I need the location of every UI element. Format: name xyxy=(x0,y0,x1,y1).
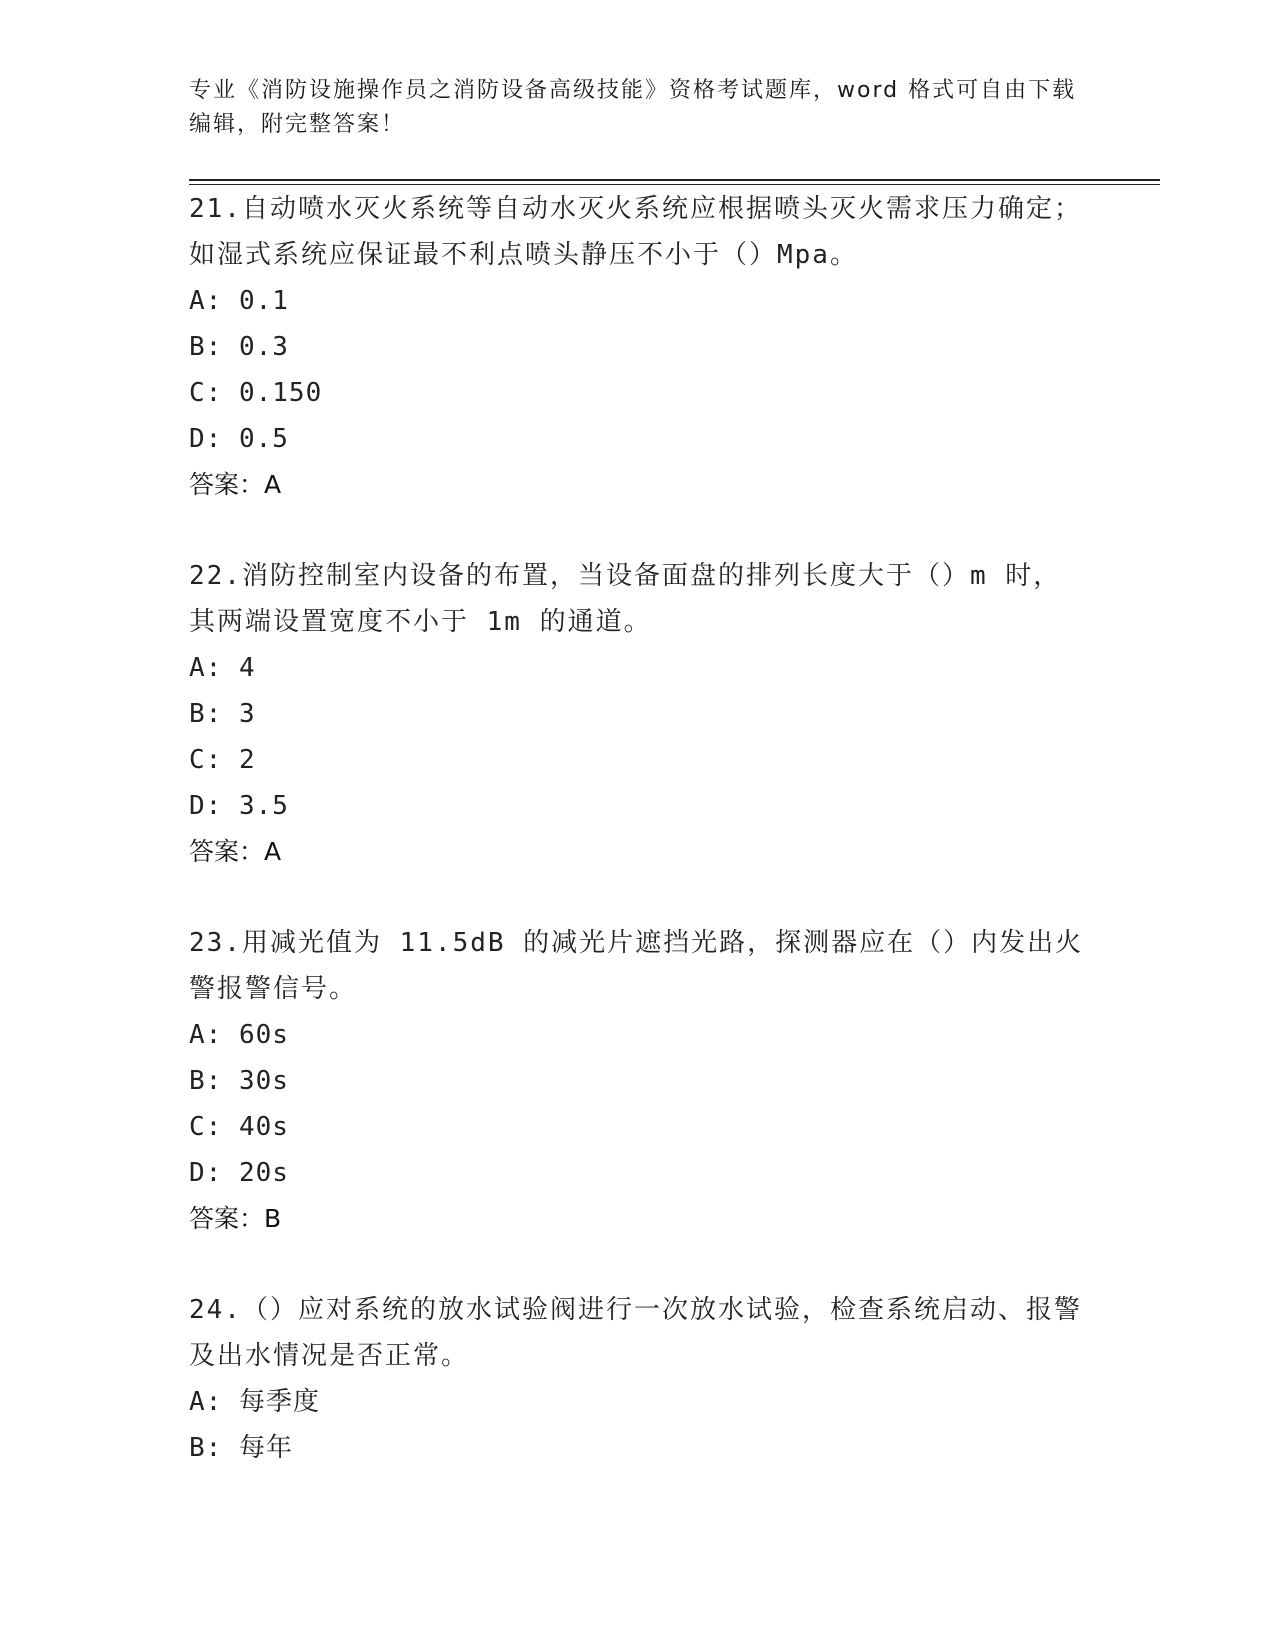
option-d: D: 20s xyxy=(189,1158,289,1188)
document-header: 专业《消防设施操作员之消防设备高级技能》资格考试题库，word 格式可自由下载编辑，附完整答案！ xyxy=(189,78,1077,137)
question-stem: 24.（）应对系统的放水试验阀进行一次放水试验，检查系统启动、报警及出水情况是否正常。 xyxy=(189,1295,1082,1371)
option-c: C: 40s xyxy=(189,1112,289,1142)
answer-line: 答案：A xyxy=(189,470,282,499)
option-c: C: 2 xyxy=(189,745,256,775)
option-b: B: 每年 xyxy=(189,1433,293,1463)
question-24 xyxy=(189,1287,1089,1471)
option-b: B: 30s xyxy=(189,1066,289,1096)
question-stem: 22.消防控制室内设备的布置，当设备面盘的排列长度大于（）m 时，其两端设置宽度不小于 1m 的通道。 xyxy=(189,561,1062,637)
question-stem: 21.自动喷水灭火系统等自动水灭火系统应根据喷头灭火需求压力确定；如湿式系统应保证最不利点喷头静压不小于（）Mpa。 xyxy=(189,194,1082,270)
answer-line: 答案：B xyxy=(189,1204,282,1233)
question-23 xyxy=(189,920,1089,1242)
header-divider-thin xyxy=(189,184,1160,185)
option-a: A: 60s xyxy=(189,1020,289,1050)
question-stem: 23.用减光值为 11.5dB 的减光片遮挡光路，探测器应在（）内发出火警报警信号。 xyxy=(189,928,1084,1004)
option-d: D: 3.5 xyxy=(189,791,289,821)
option-a: A: 4 xyxy=(189,653,256,683)
option-b: B: 3 xyxy=(189,699,256,729)
option-a: A: 0.1 xyxy=(189,286,289,316)
option-c: C: 0.150 xyxy=(189,378,323,408)
question-21 xyxy=(189,186,1089,508)
option-d: D: 0.5 xyxy=(189,424,289,454)
option-a: A: 每季度 xyxy=(189,1387,320,1417)
answer-line: 答案：A xyxy=(189,837,282,866)
question-22 xyxy=(189,553,1089,875)
option-b: B: 0.3 xyxy=(189,332,289,362)
header-divider-thick xyxy=(189,179,1160,181)
